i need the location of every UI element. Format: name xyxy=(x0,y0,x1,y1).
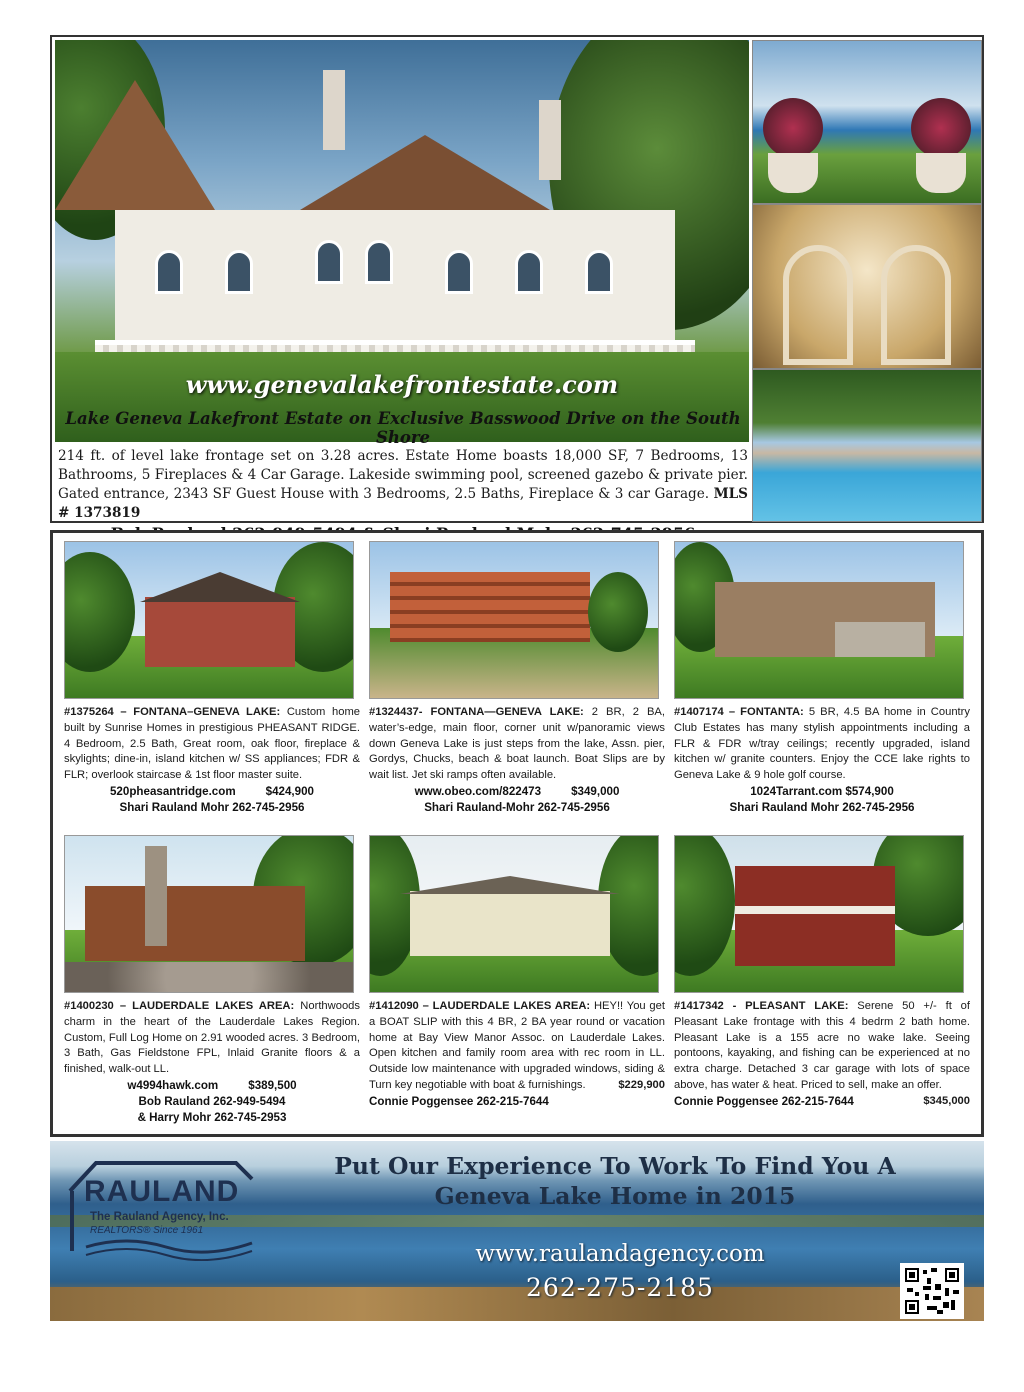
rauland-logo xyxy=(66,1151,256,1261)
listing-description xyxy=(369,705,665,784)
estate-staircase-photo xyxy=(752,204,982,369)
listing-heading: #1400230 – LAUDERDALE LAKES AREA: xyxy=(64,1000,295,1012)
listing-photo xyxy=(64,541,354,699)
listing-photo xyxy=(369,835,659,993)
agency-phone[interactable]: 262-275-2185 xyxy=(526,1273,714,1302)
estate-main-photo xyxy=(55,40,749,442)
listing-card xyxy=(674,541,970,816)
listing-description xyxy=(674,705,970,784)
listing-heading: #1417342 - PLEASANT LAKE: xyxy=(674,1000,849,1012)
listing-text: Northwoods charm in the heart of the Lauderdale Lakes Region. Custom, Full Log Home on 2.91 wooded acres. 3 Bedroom, 3 Bath, Gas Fieldstone FPL, Inlaid Granite floors & a finished, walk-out LL. xyxy=(64,1000,360,1076)
listings-grid xyxy=(50,530,984,1137)
estate-website: www.genevalakefrontestate.com xyxy=(185,370,619,399)
listing-agent: Shari Rauland Mohr 262-745-2956 xyxy=(119,800,305,814)
listing-description xyxy=(64,705,360,784)
listing-agent: Shari Rauland Mohr 262-745-2956 xyxy=(729,800,915,814)
listing-website: 520pheasantridge.com xyxy=(109,784,236,798)
listing-card xyxy=(64,541,360,816)
logo-realtors: REALTORS® Since 1961 xyxy=(90,1225,204,1236)
estate-mls: MLS # 1373819 xyxy=(58,486,748,521)
listing-description xyxy=(64,999,360,1078)
listing-agent: Connie Poggensee 262-215-7644 xyxy=(369,1094,549,1108)
listing-text: 2 BR, 2 BA, water’s-edge, main floor, corner unit w/panoramic views down Geneva Lake is just steps from the lake, Assn. pier, Gordys, Chucks, beach & boat launch. Boat Slips are by wait list. Jet ski ramps often available. xyxy=(369,706,665,782)
agency-website[interactable]: www.raulandagency.com xyxy=(475,1241,765,1267)
listing-website: www.obeo.com/822473 xyxy=(414,784,542,798)
listing-heading: #1407174 – FONTANTA: xyxy=(674,706,804,718)
listing-price: $574,900 xyxy=(845,784,894,798)
estate-description xyxy=(58,447,748,523)
listing-heading: #1412090 – LAUDERDALE LAKES AREA: xyxy=(369,1000,591,1012)
listing-price: $349,000 xyxy=(571,784,620,798)
estate-pool-photo xyxy=(752,369,982,522)
listing-text: 5 BR, 4.5 BA home in Country Club Estates has many stylish appointments including a FLR & FDR w/tray ceilings; recently upgraded, island kitchen w/ granite counters. Enjoy the CCE lake rights to Geneva Lake & 9 hole golf course. xyxy=(674,706,970,782)
listing-price: $424,900 xyxy=(265,784,314,798)
listing-card xyxy=(369,835,665,1110)
listing-price: $389,500 xyxy=(248,1078,297,1092)
headline-line-2: Geneva Lake Home in 2015 xyxy=(434,1182,796,1210)
listing-agent: Bob Rauland 262-949-5494 xyxy=(138,1094,286,1108)
estate-lake-view-photo xyxy=(752,40,982,204)
qr-code-icon[interactable] xyxy=(900,1263,964,1319)
estate-title: Lake Geneva Lakefront Estate on Exclusive Basswood Drive on the South Shore xyxy=(65,409,741,447)
logo-name: RAULAND xyxy=(84,1175,240,1208)
listing-text: Serene 50 +/- ft of Pleasant Lake frontage with this 4 bedrm 2 bath home. Pleasant Lake is a 155 acre no wake lake. Seeing pontoons, kayaking, and fishing can be experienced at no extra charge. Detached 3 car garage with lots of space above, has water & heat. Priced to sell, make an offer. xyxy=(674,1000,970,1091)
listing-price: $345,000 xyxy=(923,1094,970,1107)
estate-body-text: 214 ft. of level lake frontage set on 3.28 acres. Estate Home boasts 18,000 SF, 7 Bedrooms, 13 Bathrooms, 5 Fireplaces & 4 Car Garage. Lakeside swimming pool, screened gazebo & private pier. Gated entrance, 2343 SF Guest House with 3 Bedrooms, 2.5 Baths, Fireplace & 3 car Garage. xyxy=(58,448,748,502)
listing-agent: Shari Rauland-Mohr 262-745-2956 xyxy=(424,800,610,814)
listing-card xyxy=(674,835,970,1110)
listing-photo xyxy=(674,541,964,699)
listing-text: HEY!! You get a BOAT SLIP with this 4 BR, 2 BA year round or vacation home at Bay View Manor Assoc. on Lauderdale Lakes. Open kitchen and family room area with rec room in LL. Outside low maintenance with upgraded windows, siding & Turn key negotiable with boat & furnishings. xyxy=(369,1000,665,1091)
logo-agency: The Rauland Agency, Inc. xyxy=(90,1211,229,1223)
listing-price: $229,900 xyxy=(618,1078,665,1091)
listing-card xyxy=(369,541,665,816)
headline-line-1: Put Our Experience To Work To Find You A xyxy=(334,1152,896,1180)
featured-listing xyxy=(50,35,984,523)
listing-heading: #1324437- FONTANA—GENEVA LAKE: xyxy=(369,706,584,718)
listing-card xyxy=(64,835,360,1126)
listing-photo xyxy=(369,541,659,699)
listing-website: w4994hawk.com xyxy=(127,1078,219,1092)
listing-photo xyxy=(674,835,964,993)
listing-heading: #1375264 – FONTANA–GENEVA LAKE: xyxy=(64,706,281,718)
listing-agent-secondary: & Harry Mohr 262-745-2953 xyxy=(137,1110,287,1124)
banner-headline xyxy=(290,1151,940,1211)
listing-website: 1024Tarrant.com xyxy=(750,784,843,798)
listing-text: Custom home built by Sunrise Homes in prestigious PHEASANT RIDGE. 4 Bedroom, 2.5 Bath, Great room, oak floor, fireplace & skylights; dine-in, island kitchen w/ SS appliances; FDR & FLR; overlook staircase & 1st floor master suite. xyxy=(64,706,360,782)
listing-description xyxy=(369,999,665,1094)
listing-agent: Connie Poggensee 262-215-7644 xyxy=(674,1094,854,1108)
listing-photo xyxy=(64,835,354,993)
agency-banner xyxy=(50,1141,984,1321)
